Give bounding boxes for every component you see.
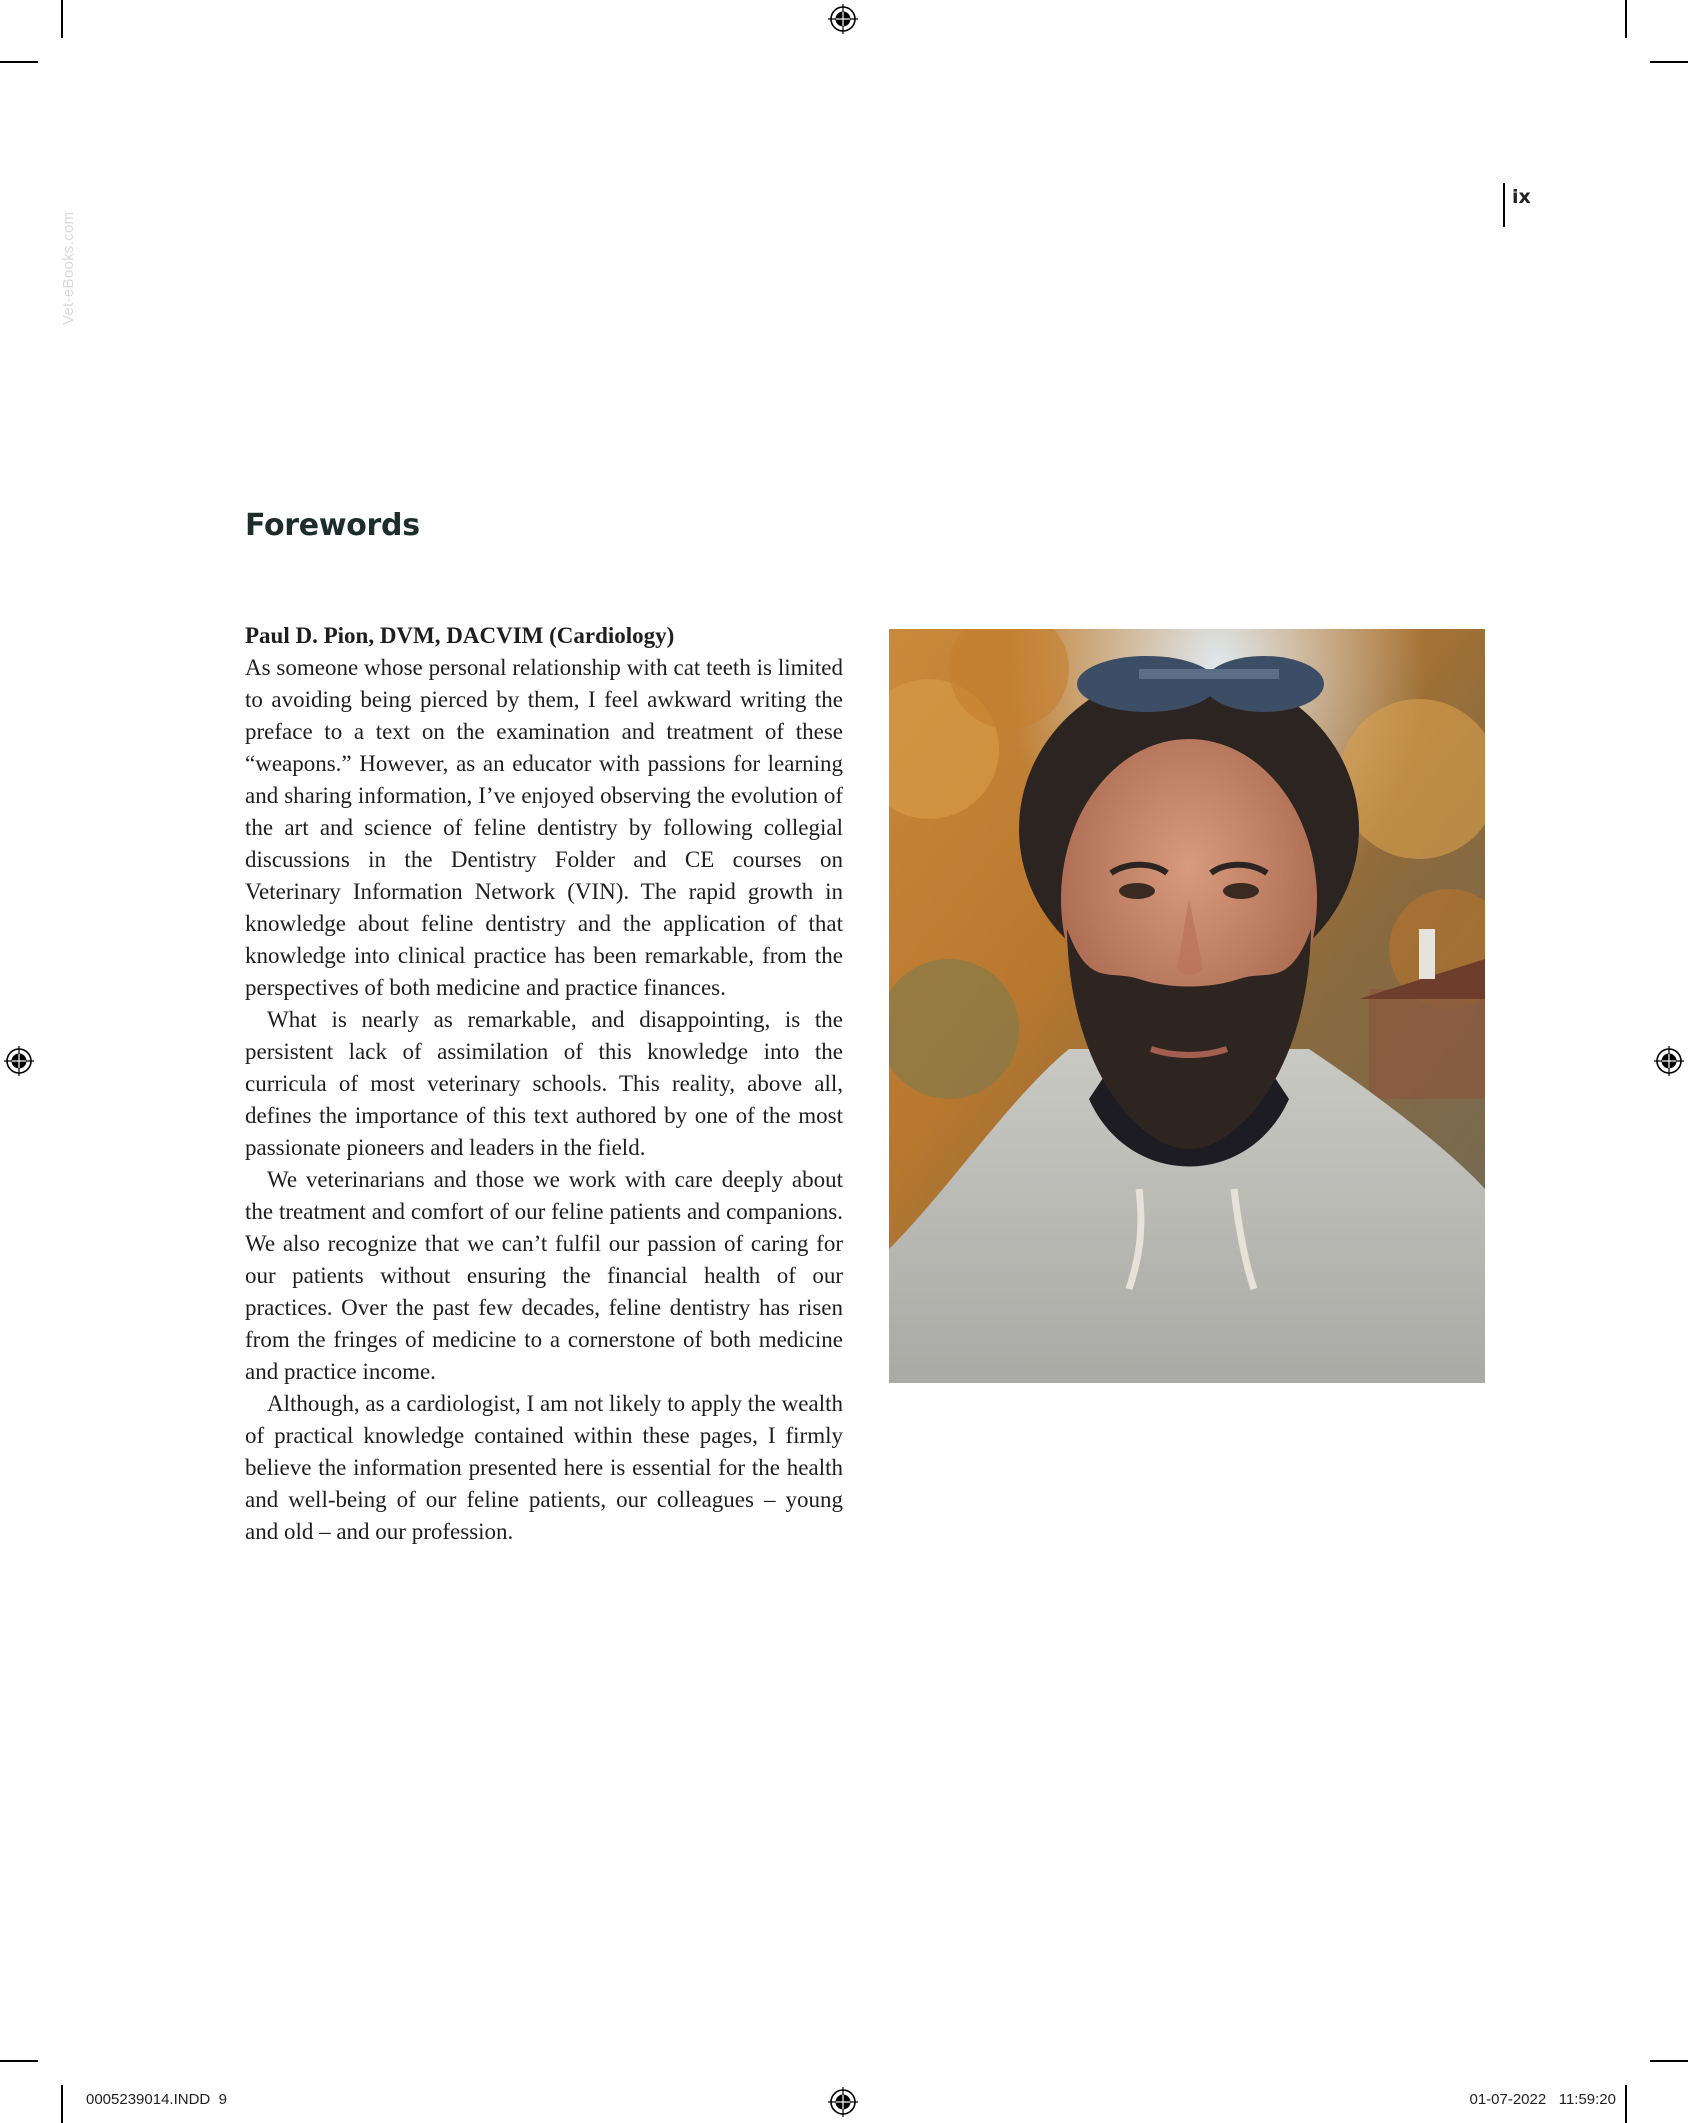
crop-mark-top-left-vertical [61,0,63,38]
registration-mark-left-icon [4,1046,34,1076]
author-photo [889,629,1485,1383]
page-number: ix [1512,186,1531,208]
paragraph-4: Although, as a cardiologist, I am not likely to apply the wealth of practical knowledge contained within these pages, I firmly believe the information presented here is essential for the health and well-being of our feline patients, our colleagues – young and old – and our profession. [245,1391,843,1544]
registration-mark-bottom-icon [828,2087,858,2117]
paragraph-3: We veterinarians and those we work with care deeply about the treatment and comfort of our feline patients and companions. We also recognize that we can’t fulfil our passion of caring for our patients without ensuring the financial health of our practices. Over the past few decades, feline dentistry has risen from the fringes of medicine to a cornerstone of both medicine and practice income. [245,1167,843,1384]
crop-mark-bottom-right-vertical [1625,2085,1627,2123]
author-byline: Paul D. Pion, DVM, DACVIM (Cardiology) [245,623,675,648]
crop-mark-top-right-vertical [1625,0,1627,38]
page-number-rule [1503,183,1505,227]
crop-mark-bottom-left-horizontal [0,2060,38,2062]
registration-mark-top-icon [828,4,858,34]
paragraph-2: What is nearly as remarkable, and disappointing, is the persistent lack of assimilation of this knowledge into the curricula of most veterinary schools. This reality, above all, defines the importance of this text authored by one of the most passionate pioneers and leaders in the field. [245,1007,843,1160]
section-title: Forewords [245,508,420,543]
registration-mark-right-icon [1654,1046,1684,1076]
crop-mark-bottom-right-horizontal [1650,2060,1688,2062]
footer-file-name: 0005239014.INDD 9 [86,2091,227,2108]
crop-mark-top-left-horizontal [0,61,38,63]
foreword-text [245,620,843,1548]
footer-timestamp: 01-07-2022 11:59:20 [1469,2091,1616,2108]
crop-mark-bottom-left-vertical [61,2085,63,2123]
crop-mark-top-right-horizontal [1650,61,1688,63]
watermark: Vet-eBooks.com [60,211,77,325]
paragraph-1: As someone whose personal relationship with cat teeth is limited to avoiding being pierced by them, I feel awkward writing the preface to a text on the examination and treatment of these “weapons.” However, as an educator with passions for learning and sharing information, I’ve enjoyed observing the evolution of the art and science of feline dentistry by following collegial discussions in the Dentistry Folder and CE courses on Veterinary Information Network (VIN). The rapid growth in knowledge about feline dentistry and the application of that knowledge into clinical practice has been remarkable, from the perspectives of both medicine and practice finances. [245,655,843,1000]
